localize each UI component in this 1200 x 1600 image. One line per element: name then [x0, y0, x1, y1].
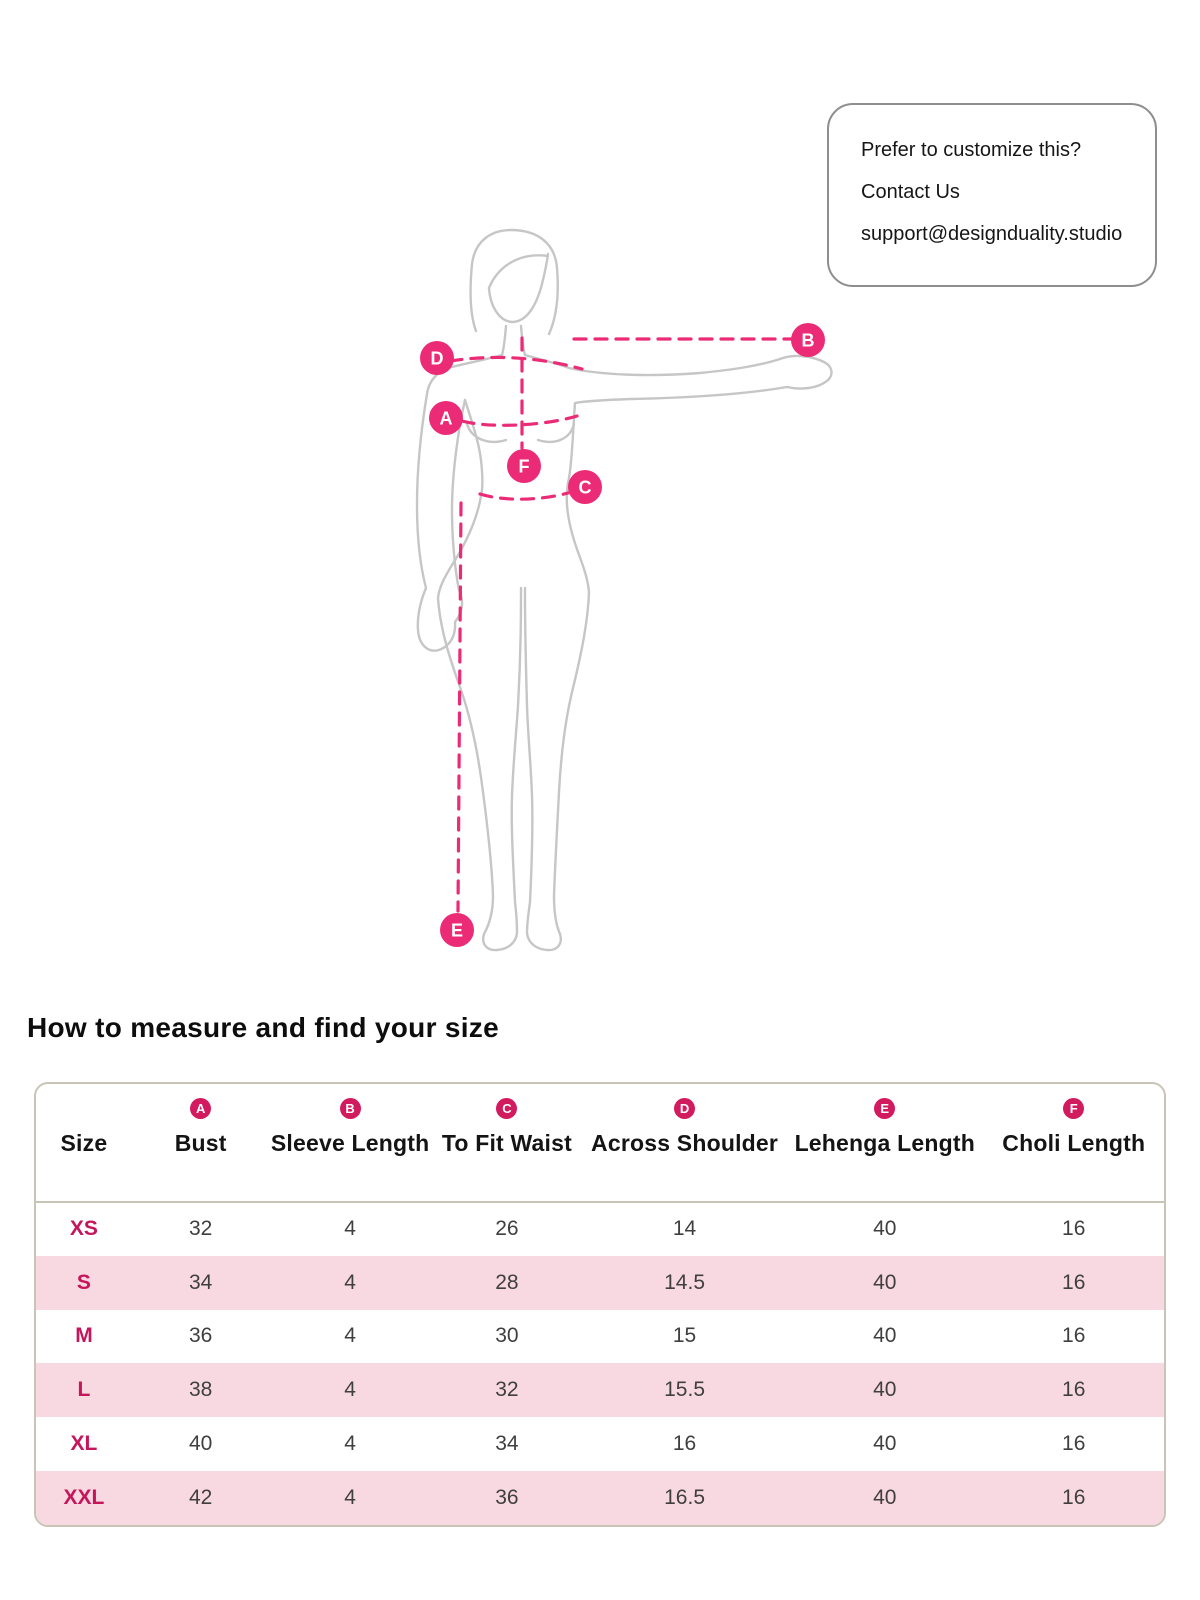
badge-slot [36, 1098, 132, 1130]
table-row-s [36, 1256, 1164, 1310]
value-cell: 16 [1062, 1324, 1086, 1348]
value-cell: 40 [873, 1217, 897, 1241]
value-cell: 40 [873, 1324, 897, 1348]
size-cell: XL [70, 1432, 98, 1456]
table-header-row [36, 1084, 1164, 1202]
value-cell: 4 [344, 1485, 356, 1509]
measure-badge-b-icon: B [340, 1098, 361, 1119]
size-cell: M [75, 1324, 93, 1348]
figure-marker-b-icon [791, 323, 825, 357]
column-label: Bust [174, 1130, 227, 1156]
value-cell: 16 [1062, 1378, 1086, 1402]
measurement-lines [450, 338, 791, 911]
measure-badge-a-icon: A [190, 1098, 211, 1119]
right-arm-torso-leg-outline [525, 355, 831, 950]
lehenga-length-line [458, 503, 461, 911]
value-cell: 4 [344, 1217, 356, 1241]
badge-slot [269, 1098, 430, 1130]
table-row-xl [36, 1417, 1164, 1471]
support-email[interactable]: support@designduality.studio [861, 223, 1123, 245]
svg-text:F: F [518, 456, 530, 477]
badge-slot [132, 1098, 270, 1130]
contact-us-link[interactable]: Contact Us [861, 181, 960, 203]
measure-badge-f-icon: F [1063, 1098, 1084, 1119]
value-cell: 34 [189, 1270, 213, 1294]
value-cell: 16 [1062, 1270, 1086, 1294]
size-cell: S [76, 1270, 91, 1294]
customize-callout [827, 103, 1157, 287]
column-header-choli-length [983, 1084, 1164, 1202]
svg-text:B: B [801, 330, 815, 351]
badge-slot [583, 1098, 786, 1130]
svg-text:D: D [430, 348, 444, 369]
svg-text:A: A [439, 408, 453, 429]
callout-question: Prefer to customize this? [861, 139, 1082, 161]
column-header-sleeve-length [269, 1084, 430, 1202]
value-cell: 16 [1062, 1217, 1086, 1241]
bust-line [462, 416, 577, 425]
column-label: Lehenga Length [794, 1130, 975, 1156]
measurement-markers [420, 323, 825, 947]
badge-slot [786, 1098, 983, 1130]
badge-slot [431, 1098, 583, 1130]
value-cell: 16 [1062, 1432, 1086, 1456]
size-chart [36, 1084, 1164, 1525]
badge-slot [983, 1098, 1164, 1130]
value-cell: 30 [495, 1324, 519, 1348]
waist-line [480, 493, 568, 499]
column-header-to-fit-waist [431, 1084, 583, 1202]
table-row-l [36, 1363, 1164, 1417]
value-cell: 40 [873, 1378, 897, 1402]
size-chart-table [34, 1082, 1166, 1527]
svg-text:E: E [450, 920, 464, 941]
value-cell: 32 [495, 1378, 519, 1402]
figure-marker-c-icon [568, 470, 602, 504]
column-header-across-shoulder [583, 1084, 786, 1202]
measurement-figure-illustration [400, 225, 840, 965]
value-cell: 16 [672, 1432, 697, 1456]
column-label: Size [60, 1130, 108, 1156]
figure-marker-d-icon [420, 341, 454, 375]
value-cell: 38 [189, 1378, 213, 1402]
column-header-size [36, 1084, 132, 1202]
hair-outline [471, 230, 558, 334]
section-heading: How to measure and find your size [27, 1012, 499, 1043]
table-row-xs [36, 1202, 1164, 1256]
column-label: Sleeve Length [270, 1130, 430, 1156]
measure-badge-e-icon: E [874, 1098, 895, 1119]
value-cell: 4 [344, 1378, 356, 1402]
value-cell: 26 [495, 1217, 519, 1241]
value-cell: 36 [495, 1485, 519, 1509]
size-cell: L [77, 1378, 91, 1402]
size-cell: XXL [63, 1485, 105, 1509]
value-cell: 40 [189, 1432, 213, 1456]
value-cell: 15 [672, 1324, 697, 1348]
size-cell: XS [69, 1217, 98, 1241]
value-cell: 34 [495, 1432, 519, 1456]
value-cell: 40 [873, 1485, 897, 1509]
value-cell: 28 [495, 1270, 519, 1294]
figure-marker-e-icon [440, 913, 474, 947]
column-header-lehenga-length [786, 1084, 983, 1202]
value-cell: 16 [1062, 1485, 1086, 1509]
value-cell: 16.5 [664, 1485, 705, 1509]
value-cell: 40 [873, 1432, 897, 1456]
value-cell: 14.5 [664, 1270, 705, 1294]
bust-curve-right [538, 424, 574, 442]
value-cell: 15.5 [664, 1378, 705, 1402]
measure-badge-c-icon: C [496, 1098, 517, 1119]
value-cell: 4 [344, 1432, 356, 1456]
svg-text:C: C [578, 477, 592, 498]
fringe-line [489, 255, 548, 288]
value-cell: 4 [344, 1324, 356, 1348]
figure-marker-a-icon [429, 401, 463, 435]
table-row-m [36, 1310, 1164, 1364]
column-label: Choli Length [1002, 1130, 1146, 1156]
column-label: To Fit Waist [441, 1130, 572, 1156]
face-outline [489, 254, 548, 322]
value-cell: 36 [189, 1324, 213, 1348]
column-label: Across Shoulder [591, 1130, 779, 1156]
column-header-bust [132, 1084, 270, 1202]
table-row-xxl [36, 1471, 1164, 1525]
value-cell: 4 [344, 1270, 356, 1294]
figure-marker-f-icon [507, 449, 541, 483]
value-cell: 42 [189, 1485, 213, 1509]
neck-left [502, 326, 506, 355]
left-torso-leg-outline [438, 400, 521, 950]
measure-badge-d-icon: D [674, 1098, 695, 1119]
value-cell: 32 [189, 1217, 213, 1241]
value-cell: 14 [672, 1217, 697, 1241]
value-cell: 40 [873, 1270, 897, 1294]
